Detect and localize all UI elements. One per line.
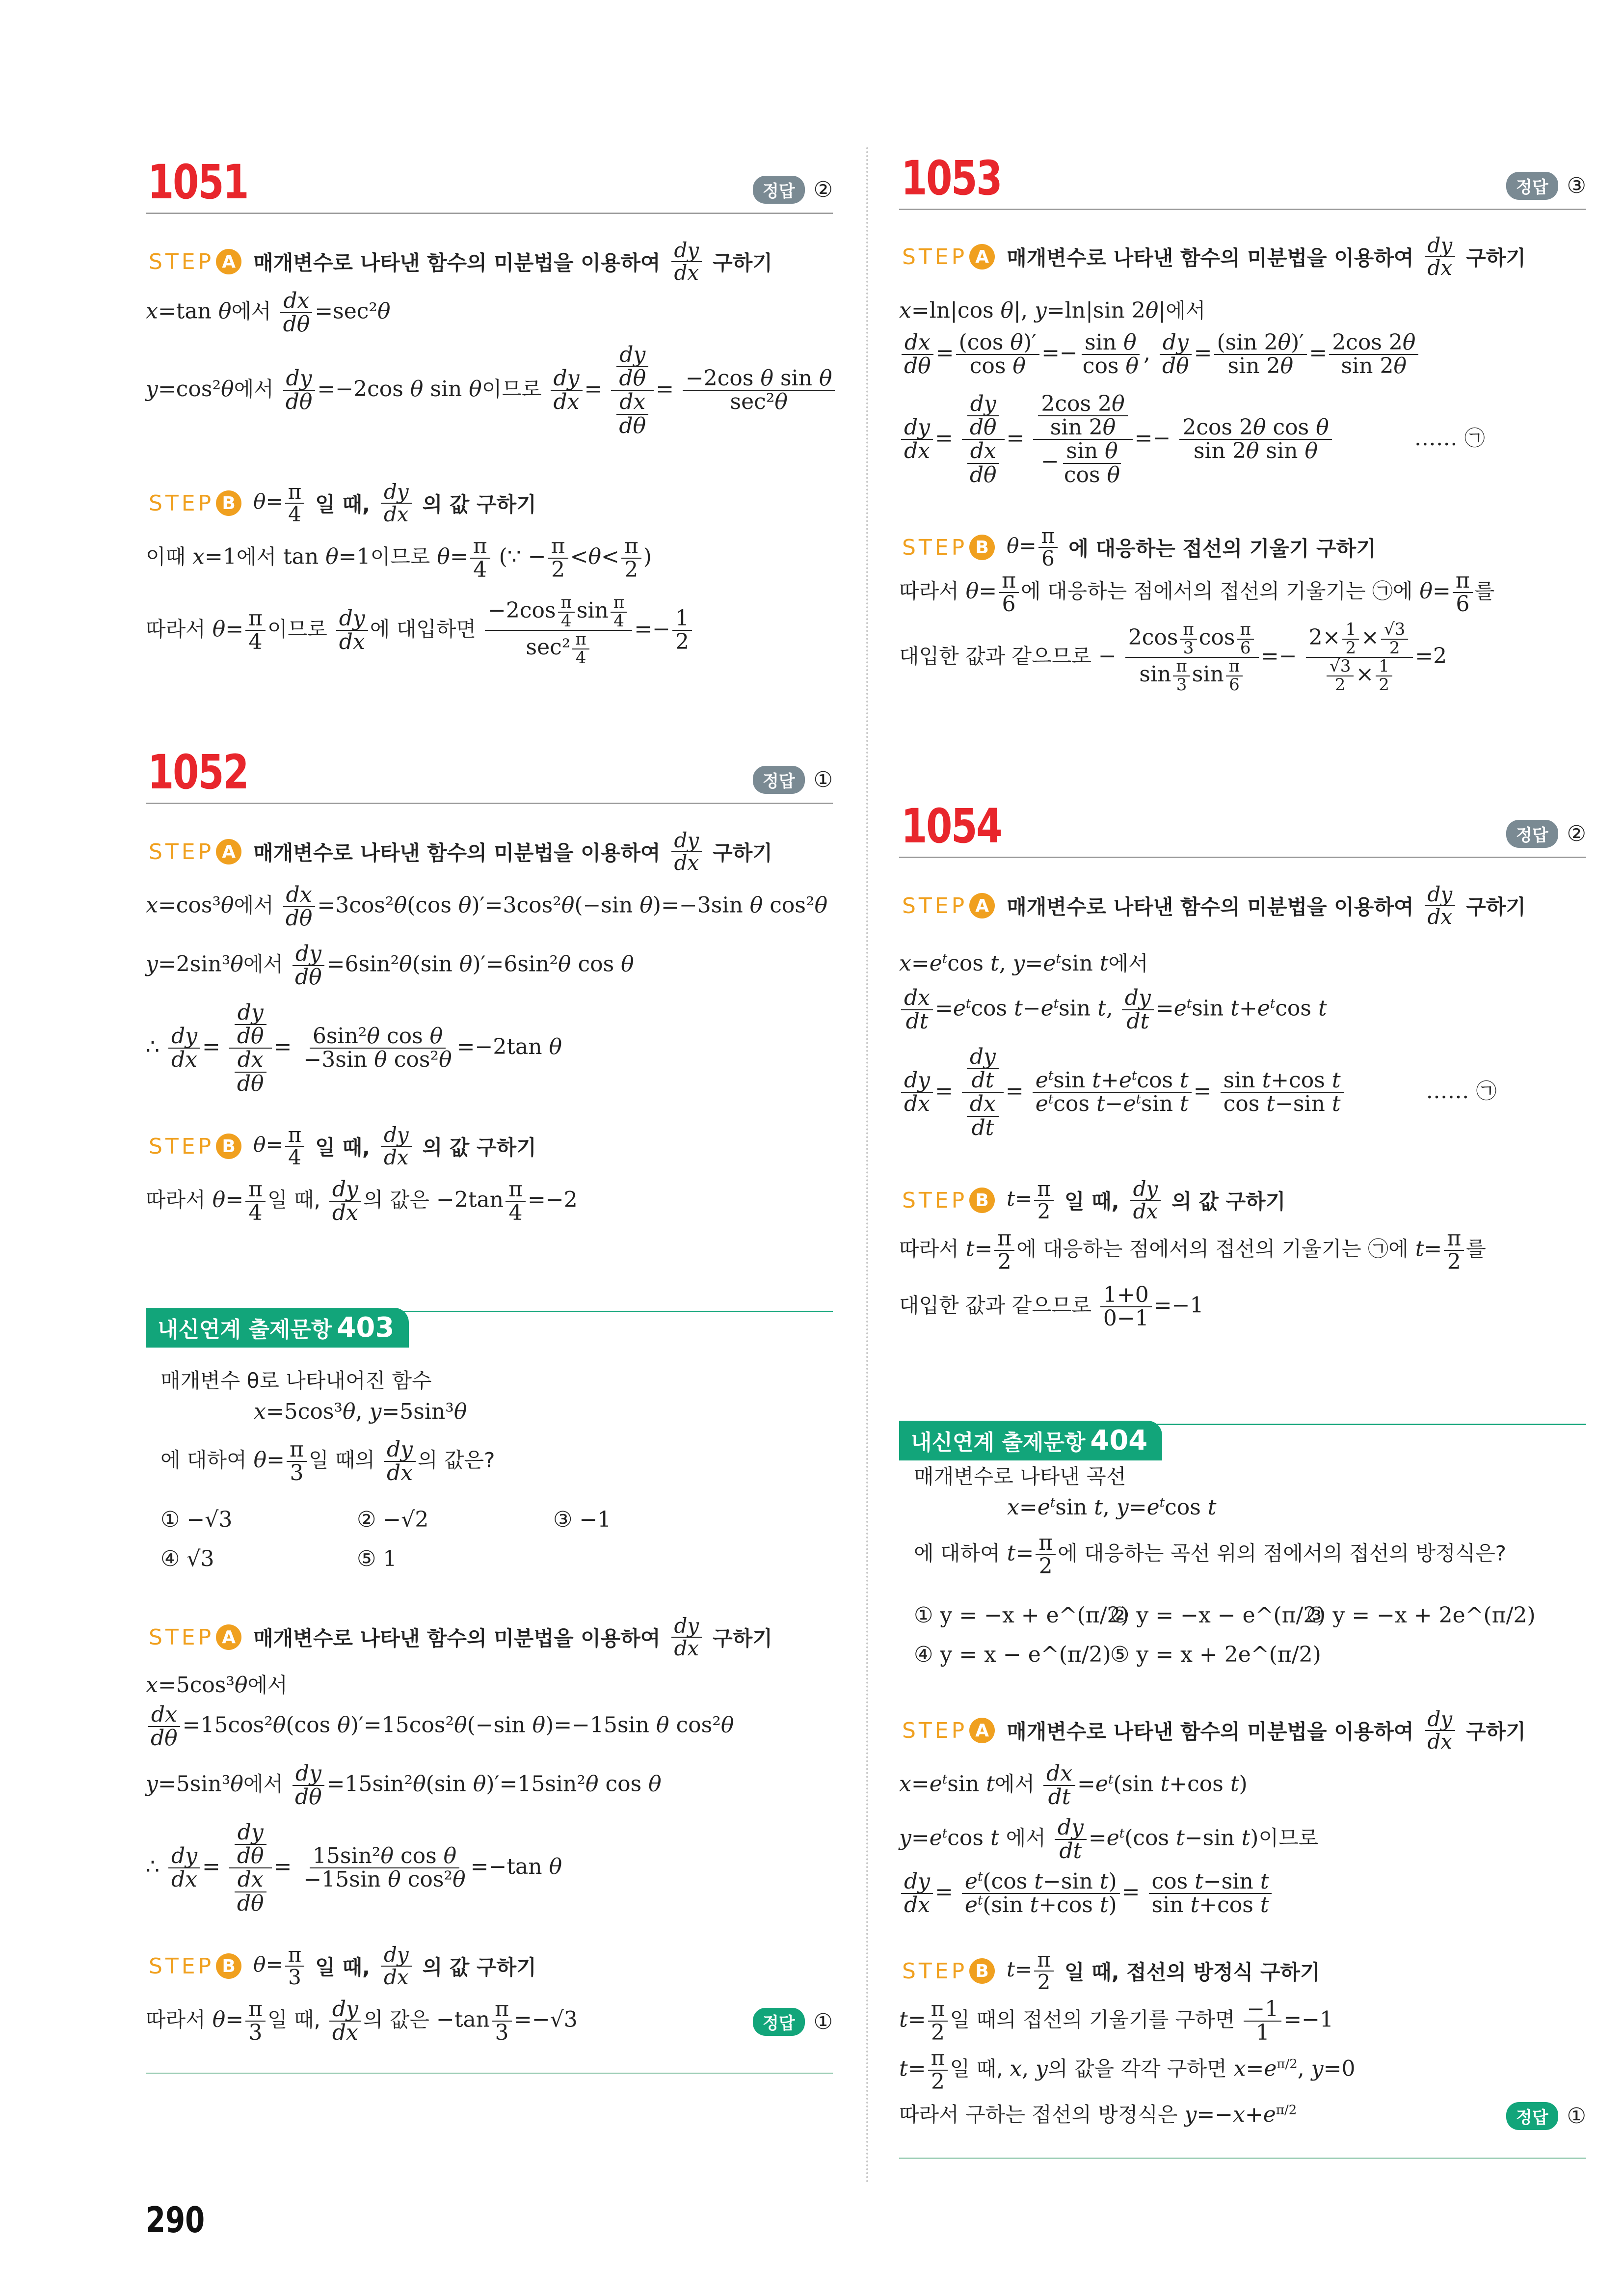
solution-line: y=5sin³θ에서 $\frac{dy}{d\theta}$ =15sin²θ(sin θ)′=15sin²θ cos θ (146, 1761, 662, 1810)
solution-line: ∴ $\frac{dy}{dx}$ = $\frac{\frac{dy}{d\theta}}{\frac{dx}{d\theta}}$ = $\frac{\text{15sin²θ cos θ}}{\text{−15sin θ cos²θ}}$ =−tan θ (146, 1820, 562, 1916)
step-b-heading: STEP B θ= $\frac{\pi}{4}$ 일 때, $\frac{dy}{dx}$ 의 값 구하기 (149, 1123, 536, 1170)
section-end-rule (899, 2158, 1586, 2159)
solution-line: x=ln|cos θ|, y=ln|sin 2θ|에서 (899, 298, 1206, 323)
problem-1051-header (146, 151, 833, 214)
answer-value: ① (813, 767, 833, 792)
problem-1052-header (146, 741, 833, 804)
choice-2[interactable]: ② −√2 (357, 1507, 429, 1532)
answer-indicator (753, 176, 833, 204)
answer-value: ① (1567, 2104, 1586, 2129)
answer-indicator (1506, 820, 1586, 848)
problem-number: 1054 (901, 799, 1002, 854)
solution-line: 대입한 값과 같으므로 − 2cos $\frac{\pi}{3}$ cos $\frac{\pi}{6}$ sin $\frac{\pi}{3}$ sin $\frac{\pi}{6}$ =− 2× $\frac{1}{2}$ × $\frac{√3}{2}$ $\frac{√3}{2}$ × $\frac{1}{2}$ =2 (899, 620, 1447, 695)
answer-value: ② (813, 177, 833, 202)
solution-line: $\frac{dy}{dx}$ = $\frac{\frac{dy}{d\theta}}{\frac{dx}{d\theta}}$ = $\frac{2\cos 2\theta}{\sin 2\theta}$ − $\frac{\text{sin θ}}{\text{cos θ}}$ =− $\frac{\text{2cos 2θ cos θ}}{\text{sin 2θ sin θ}}$ …… ㉠ (899, 393, 1485, 486)
ref-mark: ㉠ (1464, 426, 1485, 450)
naesin-tag: 내신연계 출제문항 404 (899, 1421, 1162, 1460)
question-equation: $x=e^t\sin$ t, $y=e^t\cos$ t (1007, 1495, 1217, 1520)
solution-line: $\frac{dx}{d\theta}$ = $\frac{\text{(cos θ)′}}{\text{cos θ}}$ =− $\frac{\text{sin θ}}{\text{cos θ}}$ , $\frac{dy}{d\theta}$ = $\frac{(\sin 2\theta)'}{\sin 2\theta}$ = $\frac{2\cos 2\theta}{\sin 2\theta}$ (899, 331, 1420, 378)
solution-line: 이때 x=1에서 tan θ=1이므로 θ= $\frac{\pi}{4}$ (∵ − $\frac{\pi}{2}$ <θ< $\frac{\pi}{2}$ ) (146, 534, 652, 583)
answer-indicator (1506, 172, 1586, 200)
choice-4[interactable]: ④ √3 (160, 1546, 214, 1571)
step-b-heading: STEP B θ= $\frac{\pi}{4}$ 일 때, $\frac{dy}{dx}$ 의 값 구하기 (149, 480, 536, 527)
answer-badge: 정답 (1506, 172, 1558, 200)
choice-1[interactable]: ① y = −x + e^(π/2) (914, 1603, 1129, 1628)
solution-line: $\frac{dy}{dx}$ = $\frac{e^t(\cos t-\sin t)}{e^t(\sin t+\cos t)}$ = $\frac{\text{cos t−sin t}}{\text{sin t+cos t}}$ (899, 1870, 1274, 1917)
step-b-heading: STEP B t= $\frac{\pi}{2}$ 일 때, 접선의 방정식 구하기 (902, 1947, 1320, 1995)
solution-line: 따라서 t= $\frac{\pi}{2}$ 에 대응하는 점에서의 접선의 기울기는 ㉠에 t= $\frac{\pi}{2}$ 를 (899, 1226, 1486, 1275)
problem-number: 1053 (901, 151, 1002, 206)
solution-line: x=5cos³θ에서 (146, 1673, 288, 1698)
solution-line: ∴ $\frac{dy}{dx}$ = $\frac{\frac{dy}{d\theta}}{\frac{dx}{d\theta}}$ = $\frac{\text{6sin²θ cos θ}}{\text{−3sin θ cos²θ}}$ =−2tan θ (146, 1000, 562, 1096)
choice-2[interactable]: ② y = −x − e^(π/2) (1110, 1603, 1326, 1628)
choice-3[interactable]: ③ −1 (553, 1507, 612, 1532)
problem-number: 1052 (148, 745, 248, 800)
choice-5[interactable]: ⑤ y = x + 2e^(π/2) (1110, 1642, 1321, 1667)
answer-value: ③ (1567, 173, 1586, 198)
question-text: 매개변수 θ로 나타내어진 함수 (160, 1369, 432, 1393)
question-equation: x=5cos³θ, y=5sin³θ (254, 1399, 467, 1424)
solution-line: t= $\frac{\pi}{2}$ 일 때, x, y의 값을 각각 구하면 $x=e^{\pi/2}$, y=0 (899, 2046, 1356, 2095)
solution-line: 따라서 θ= $\frac{\pi}{4}$ 이므로 $\frac{dy}{dx}$ 에 대입하면 −2cos $\frac{\pi}{4}$ sin $\frac{\pi}{4}$ sec² $\frac{\pi}{4}$ =− $\frac{1}{2}$ (146, 594, 694, 667)
solution-line: $\frac{dx}{dt}$ $=e^t\cos$ $t-e^t\sin$ t, $\frac{dy}{dt}$ $=e^t\sin$ $t+e^t\cos$ t (899, 987, 1327, 1033)
section-end-rule (146, 2073, 833, 2074)
answer-indicator (753, 2008, 833, 2036)
choice-1[interactable]: ① −√3 (160, 1507, 233, 1532)
step-a-heading: STEP A 매개변수로 나타낸 함수의 미분법을 이용하여 $\frac{dy}{dx}$ 구하기 (902, 233, 1526, 280)
answer-value: ① (813, 2009, 833, 2034)
solution-line: $x=e^t\cos$ t, $y=e^t\sin$ t에서 (899, 951, 1148, 976)
column-divider (866, 147, 868, 2185)
answer-badge: 정답 (753, 2008, 805, 2036)
solution-line: y=cos²θ에서 $\frac{dy}{d\theta}$ =−2cos θ sin θ이므로 $\frac{dy}{dx}$ = $\frac{\frac{dy}{d\theta}}{\frac{dx}{d\theta}}$ = $\frac{\text{−2cos θ sin θ}}{\text{sec²θ}}$ (146, 344, 837, 437)
solution-line: $\frac{dx}{d\theta}$ =15cos²θ(cos θ)′=15cos²θ(−sin θ)=−15sin θ cos²θ (146, 1703, 734, 1750)
solution-line: $\frac{dy}{dx}$ = $\frac{\frac{dy}{dt}}{\frac{dx}{dt}}$ = $\frac{e^t\sin t+e^t\cos t}{e^t\cos t-e^t\sin t}$ = $\frac{\text{sin t+cos t}}{\text{cos t−sin t}}$ …… ㉠ (899, 1046, 1497, 1139)
step-a-heading: STEP A 매개변수로 나타낸 함수의 미분법을 이용하여 $\frac{dy}{dx}$ 구하기 (149, 238, 772, 285)
solution-line: x=cos³θ에서 $\frac{dx}{d\theta}$ =3cos²θ(cos θ)′=3cos²θ(−sin θ)=−3sin θ cos²θ (146, 882, 828, 931)
question-text: 에 대하여 t= $\frac{\pi}{2}$ 에 대응하는 곡선 위의 점에서의 접선의 방정식은? (914, 1530, 1506, 1579)
page-number: 290 (146, 2199, 205, 2241)
solution-line: 따라서 θ= $\frac{\pi}{4}$ 일 때, $\frac{dy}{dx}$ 의 값은 −2tan $\frac{\pi}{4}$ =−2 (146, 1177, 578, 1226)
answer-indicator (753, 766, 833, 794)
choice-4[interactable]: ④ y = x − e^(π/2) (914, 1642, 1111, 1667)
problem-number: 1051 (148, 155, 248, 210)
step-a-heading: STEP A 매개변수로 나타낸 함수의 미분법을 이용하여 $\frac{dy}{dx}$ 구하기 (149, 828, 772, 875)
naesin-tag: 내신연계 출제문항 403 (146, 1308, 409, 1348)
answer-badge: 정답 (1506, 2102, 1558, 2130)
solution-line: t= $\frac{\pi}{2}$ 일 때의 접선의 기울기를 구하면 $\frac{-1}{1}$ =−1 (899, 1997, 1333, 2046)
problem-1054-header (899, 795, 1586, 858)
step-b-heading: STEP B θ= $\frac{\pi}{6}$ 에 대응하는 접선의 기울기 구하기 (902, 524, 1376, 571)
step-a-heading: STEP A 매개변수로 나타낸 함수의 미분법을 이용하여 $\frac{dy}{dx}$ 구하기 (149, 1614, 772, 1661)
answer-badge: 정답 (753, 176, 805, 204)
answer-badge: 정답 (753, 766, 805, 794)
solution-line: 따라서 θ= $\frac{\pi}{6}$ 에 대응하는 점에서의 접선의 기울기는 ㉠에 θ= $\frac{\pi}{6}$ 를 (899, 568, 1495, 617)
step-b-heading: STEP B θ= $\frac{\pi}{3}$ 일 때, $\frac{dy}{dx}$ 의 값 구하기 (149, 1943, 536, 1990)
solution-line: $y=e^t\cos$ t 에서 $\frac{dy}{dt}$ $=e^t(\cos$ t−sin t)이므로 (899, 1815, 1319, 1864)
choice-5[interactable]: ⑤ 1 (357, 1546, 397, 1571)
solution-line: 따라서 θ= $\frac{\pi}{3}$ 일 때, $\frac{dy}{dx}$ 의 값은 −tan $\frac{\pi}{3}$ =−√3 (146, 1997, 578, 2046)
step-b-heading: STEP B t= $\frac{\pi}{2}$ 일 때, $\frac{dy}{dx}$ 의 값 구하기 (902, 1177, 1286, 1224)
solution-line: x=tan θ에서 $\frac{dx}{d\theta}$ =sec²θ (146, 288, 391, 337)
choice-3[interactable]: ③ y = −x + 2e^(π/2) (1306, 1603, 1536, 1628)
step-a-heading: STEP A 매개변수로 나타낸 함수의 미분법을 이용하여 $\frac{dy}{dx}$ 구하기 (902, 1707, 1526, 1754)
solution-line: $x=e^t\sin$ t에서 $\frac{dx}{dt}$ $=e^t(\sin$ t+cos t) (899, 1761, 1248, 1810)
problem-1053-header (899, 147, 1586, 210)
step-a-heading: STEP A 매개변수로 나타낸 함수의 미분법을 이용하여 $\frac{dy}{dx}$ 구하기 (902, 882, 1526, 929)
solution-line: y=2sin³θ에서 $\frac{dy}{d\theta}$ =6sin²θ(sin θ)′=6sin²θ cos θ (146, 941, 634, 990)
question-text: 에 대하여 θ= $\frac{\pi}{3}$ 일 때의 $\frac{dy}{dx}$ 의 값은? (160, 1437, 495, 1486)
answer-indicator (1506, 2102, 1586, 2130)
solution-line: 따라서 구하는 접선의 방정식은 $y=-x+e^{\pi/2}$ (899, 2102, 1297, 2127)
question-text: 매개변수로 나타낸 곡선 (914, 1464, 1126, 1488)
answer-value: ② (1567, 821, 1586, 846)
solution-line: 대입한 값과 같으므로 $\frac{1+0}{0-1}$ =−1 (899, 1282, 1204, 1331)
answer-badge: 정답 (1506, 820, 1558, 848)
